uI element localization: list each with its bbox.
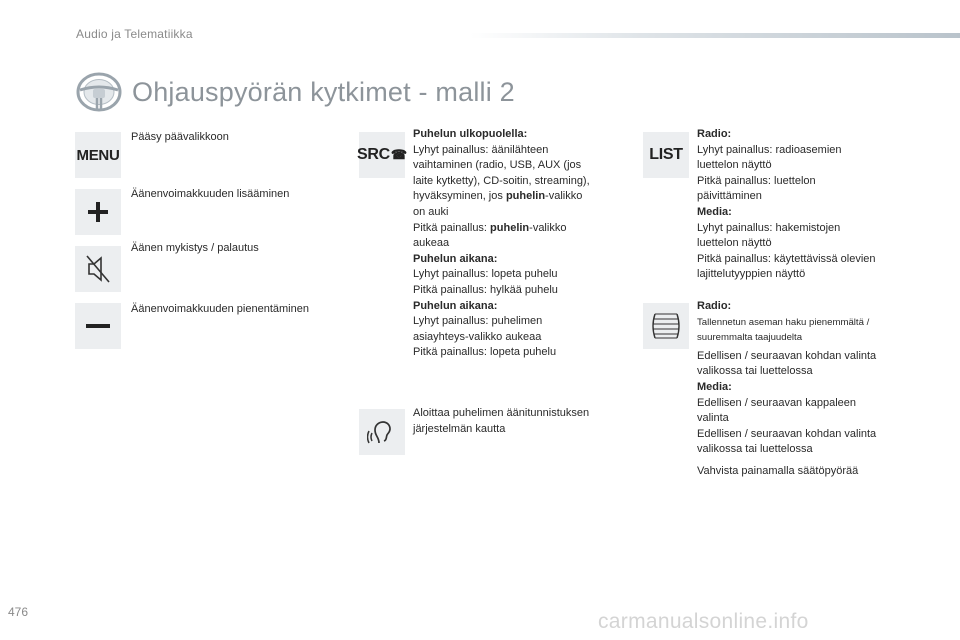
- list-heading-radio: Radio:: [697, 128, 732, 140]
- src-heading-outside-call: Puhelun ulkopuolella:: [413, 128, 528, 140]
- list-line: luettelon näyttö: [697, 237, 772, 250]
- list-line: Pitkä painallus: käytettävissä olevien: [697, 252, 876, 265]
- volume-down-description: Äänenvoimakkuuden pienentäminen: [131, 303, 309, 315]
- voice-line: järjestelmän kautta: [413, 422, 506, 435]
- wheel-line: Tallennetun aseman haku pienemmältä /: [697, 316, 870, 328]
- wheel-description: [697, 299, 876, 480]
- page-number: 476: [8, 605, 29, 619]
- src-line: hyväksyminen, jos puhelin-valikko: [413, 190, 583, 203]
- section-title: Audio ja Telematiikka: [76, 27, 193, 41]
- list-line: luettelon näyttö: [697, 159, 772, 172]
- list-line: Lyhyt painallus: hakemistojen: [697, 221, 841, 234]
- wheel-line: valikossa tai luettelossa: [697, 365, 813, 378]
- steering-wheel-icon: [76, 72, 122, 112]
- thumbwheel-icon: [643, 303, 689, 349]
- plus-icon: [75, 189, 121, 235]
- src-line: Pitkä painallus: hylkää puhelu: [413, 283, 558, 296]
- src-button-icon: [356, 132, 408, 178]
- menu-label: MENU: [76, 146, 120, 164]
- src-line: Pitkä painallus: puhelin-valikko: [413, 221, 567, 234]
- wheel-confirm-line: Vahvista painamalla säätöpyörää: [697, 464, 859, 477]
- wheel-line: Edellisen / seuraavan kappaleen: [697, 396, 857, 409]
- src-line: asiayhteys-valikko aukeaa: [413, 330, 542, 343]
- list-button-icon: [643, 132, 689, 178]
- wheel-heading-media: Media:: [697, 380, 732, 393]
- list-label: LIST: [649, 146, 683, 163]
- list-heading-media: Media:: [697, 205, 732, 218]
- src-line: vaihtaminen (radio, USB, AUX (jos: [413, 159, 582, 172]
- list-line: päivittäminen: [697, 190, 762, 203]
- wheel-line: valikossa tai luettelossa: [697, 443, 813, 456]
- list-line: Pitkä painallus: luettelon: [697, 174, 816, 187]
- header-bar: [470, 33, 960, 38]
- src-line: Pitkä painallus: lopeta puhelu: [413, 346, 557, 359]
- src-description: [413, 127, 590, 361]
- voice-command-icon: [359, 409, 405, 455]
- wheel-line: Edellisen / seuraavan kohdan valinta: [697, 427, 877, 440]
- src-line: Lyhyt painallus: lopeta puhelu: [413, 268, 558, 281]
- wheel-line: Edellisen / seuraavan kohdan valinta: [697, 349, 877, 362]
- menu-button-icon: [75, 132, 121, 178]
- src-heading-during-call: Puhelun aikana:: [413, 252, 498, 265]
- volume-up-description: Äänenvoimakkuuden lisääminen: [131, 188, 290, 200]
- mute-icon: [75, 246, 121, 292]
- list-line: Lyhyt painallus: radioasemien: [697, 143, 842, 156]
- wheel-line: suuremmalta taajuudelta: [697, 332, 803, 344]
- src-line: aukeaa: [413, 237, 450, 250]
- list-line: lajittelutyyppien näyttö: [697, 268, 806, 281]
- wheel-line: valinta: [697, 412, 729, 425]
- src-heading-during-call: Puhelun aikana:: [413, 299, 498, 312]
- src-label: SRC: [356, 146, 390, 163]
- src-line: Lyhyt painallus: äänilähteen: [413, 143, 549, 156]
- menu-description: Pääsy päävalikkoon: [131, 131, 229, 143]
- watermark: carmanualsonline.info: [598, 610, 809, 633]
- src-line: on auki: [413, 205, 449, 218]
- voice-description: [413, 406, 589, 437]
- page-title: Ohjauspyörän kytkimet - malli 2: [132, 77, 515, 107]
- wheel-heading-radio: Radio:: [697, 300, 732, 312]
- voice-line: Aloittaa puhelimen äänitunnistuksen: [413, 407, 590, 419]
- src-line: Lyhyt painallus: puhelimen: [413, 315, 543, 328]
- list-description: [697, 127, 876, 283]
- minus-icon: [75, 303, 121, 349]
- mute-description: Äänen mykistys / palautus: [131, 242, 259, 254]
- src-line: laite kytketty), CD-soitin, streaming),: [413, 174, 590, 187]
- tel-icon: ☎: [390, 147, 408, 162]
